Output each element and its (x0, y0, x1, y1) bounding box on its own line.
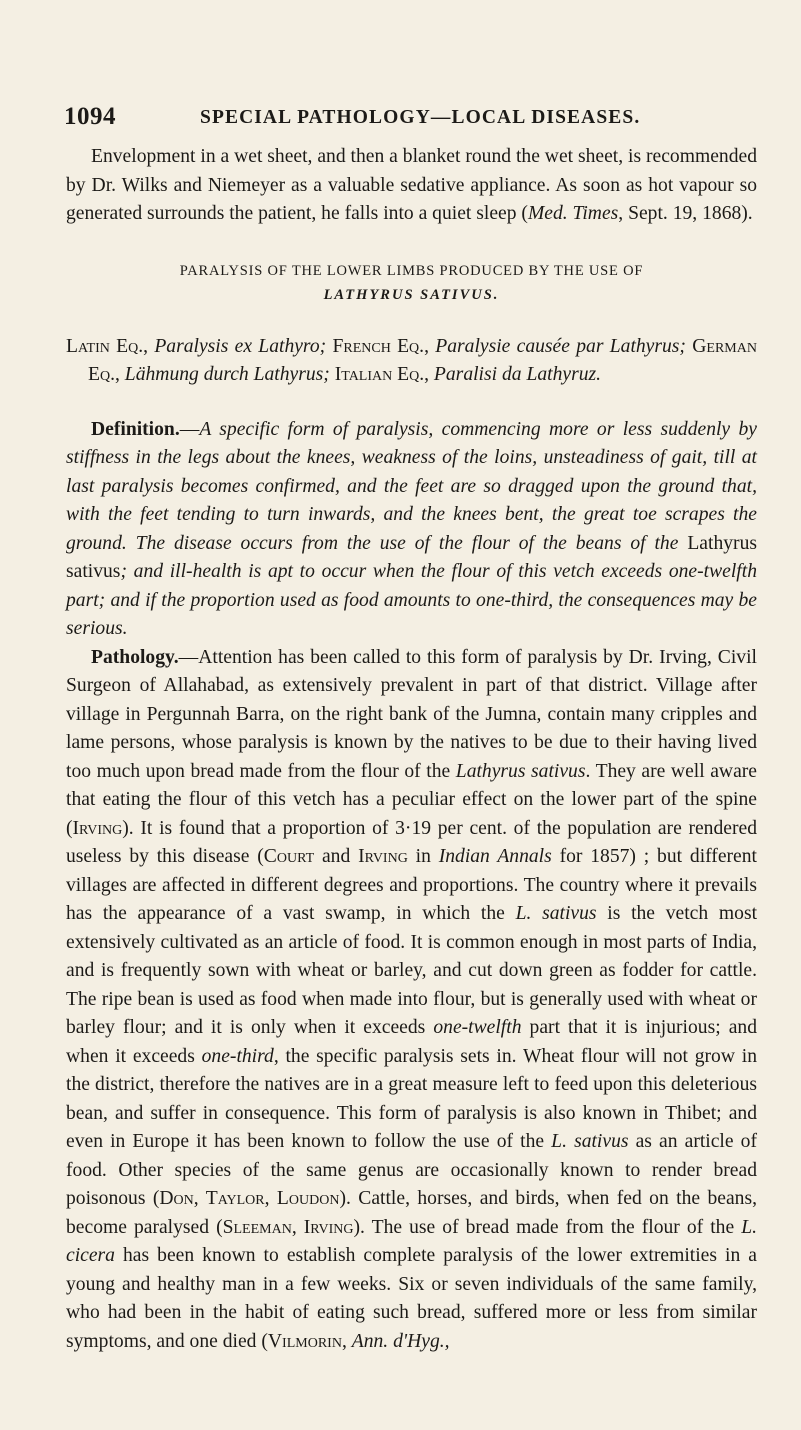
pathology-italic: Indian Annals (438, 846, 552, 867)
pathology-italic: L. sativus (515, 903, 597, 924)
intro-citation: Med. Times (527, 203, 619, 224)
pathology-paragraph (66, 644, 757, 1357)
french-value: Paralysie causée par Lathyrus; (435, 335, 686, 357)
pathology-text: and (314, 846, 359, 867)
pathology-italic: Lathyrus sativus (455, 760, 586, 782)
definition-text-end: ; and ill-health is apt to occur when the flour of this vetch exceeds one-twelfth part; and if the proportion used as food amounts to one-third, the consequences may be serious. (66, 561, 757, 639)
pathology-text: is the vetch most extensively cultivated as an article of food. It is common enough in most parts of India, and is frequently sown with wheat or barley, and cut down green as fodder for cattle. The ripe bean is used as food when made into flour, but is generally used with wheat or barley flour; and it is only when it exceeds (66, 903, 758, 1038)
definition-label: Definition. (91, 418, 180, 440)
section-heading-line1: PARALYSIS OF THE LOWER LIMBS PRODUCED BY THE USE OF (179, 262, 644, 279)
pathology-text: in (407, 846, 439, 867)
pathology-text: , the specific paralysis sets in. Wheat flour will not grow in the district, therefore the natives are in a great measure left to feed upon this deleterious bean, and suffer in consequence. This form of paralysis is also known in Thibet; and even in Europe it has been known to follow the use of the (66, 1045, 758, 1152)
pathology-text: ). Cattle, horses, and birds, when fed on the beans, become paralysed ( (66, 1188, 757, 1238)
pathology-author: Irving (358, 846, 408, 867)
pathology-label: Pathology. (91, 646, 179, 668)
french-label: French Eq., (332, 335, 429, 357)
pathology-italic: Ann. d'Hyg., (351, 1330, 450, 1352)
definition-text: A specific form of paralysis, commencing more or less suddenly by stiffness in the legs about the knees, weakness of the loins, unsteadiness of gait, till at last paralysis becomes confirmed, and the feet are so dragged upon the ground that, with the feet tending to turn inwards, and the knees bent, the great toe scrapes the ground. The disease occurs from the use of the flour of the beans of the (66, 418, 757, 554)
pathology-italic: L. cicera (66, 1216, 758, 1266)
pathology-text: for 1857) ; but different villages are affected in different degrees and proportions. The country where it prevails has the appearance of a vast swamp, in which the (66, 846, 757, 924)
pathology-text: —Attention has been called to this form of paralysis by Dr. Irving, Civil Surgeon of Allahabad, as extensively prevalent in part of that district. Village after village in Pergunnah Barra, on the right bank of the Jumna, contain many cripples and lame persons, whose paralysis is known by the natives to be due to their having lived too much upon bread made from the flour of the (66, 646, 757, 782)
pathology-text: ). It is found that a proportion of 3·19 per cent. of the population are rendered useless by this disease ( (66, 817, 757, 867)
pathology-text: ). The use of bread made from the flour of the (353, 1216, 742, 1238)
section-heading (66, 259, 757, 307)
italian-value: Paralisi da Lathyruz. (433, 364, 602, 385)
section-heading-line2: LATHYRUS SATIVUS. (323, 286, 500, 303)
latin-label: Latin Eq., (66, 335, 149, 357)
intro-text-end: , Sept. 19, 1868). (618, 203, 753, 224)
running-head: SPECIAL PATHOLOGY—LOCAL DISEASES. (200, 107, 641, 128)
latin-value: Paralysis ex Lathyro; (154, 335, 327, 357)
italian-label: Italian Eq., (334, 364, 430, 385)
pathology-italic: one-third (201, 1045, 274, 1067)
pathology-author: Sleeman, Irving (222, 1216, 354, 1238)
pathology-author: Irving (72, 817, 123, 839)
pathology-text: as an article of food. Other species of the same genus are occasionally known to render bread poisonous ( (66, 1131, 757, 1209)
intro-paragraph (66, 143, 757, 229)
page-header (64, 103, 761, 133)
synonyms-paragraph (66, 333, 757, 390)
page-number: 1094 (64, 103, 116, 130)
pathology-text: . They are well aware that eating the flour of this vetch has a peculiar effect on the lower part of the spine ( (66, 760, 757, 839)
pathology-author: Vilmorin, (267, 1330, 347, 1352)
definition-paragraph (66, 416, 757, 644)
pathology-italic: L. sativus (551, 1131, 629, 1152)
pathology-text: part that it is injurious; and when it exceeds (66, 1017, 757, 1067)
definition-dash: — (179, 418, 200, 440)
german-value: Lähmung durch Lathyrus; (124, 364, 330, 385)
pathology-author: Don, Taylor, Loudon (159, 1188, 340, 1209)
pathology-text: has been known to establish complete paralysis of the lower extremities in a young and healthy man in a few weeks. Six or seven individuals of the same family, who had been in the habit of eating such bread, suffered more or less from similar symptoms, and one died ( (66, 1245, 757, 1352)
intro-text: Envelopment in a wet sheet, and then a blanket round the wet sheet, is recommended by Dr. Wilks and Niemeyer as a valuable sedative appliance. As soon as hot vapour so generated surrounds the patient, he falls into a quiet sleep ( (66, 146, 757, 224)
body-text (66, 143, 757, 1356)
pathology-author: Court (263, 846, 315, 867)
german-label: German Eq., (88, 335, 757, 385)
definition-species: Lathyrus sativus (66, 532, 757, 582)
pathology-italic: one-twelfth (433, 1017, 522, 1038)
